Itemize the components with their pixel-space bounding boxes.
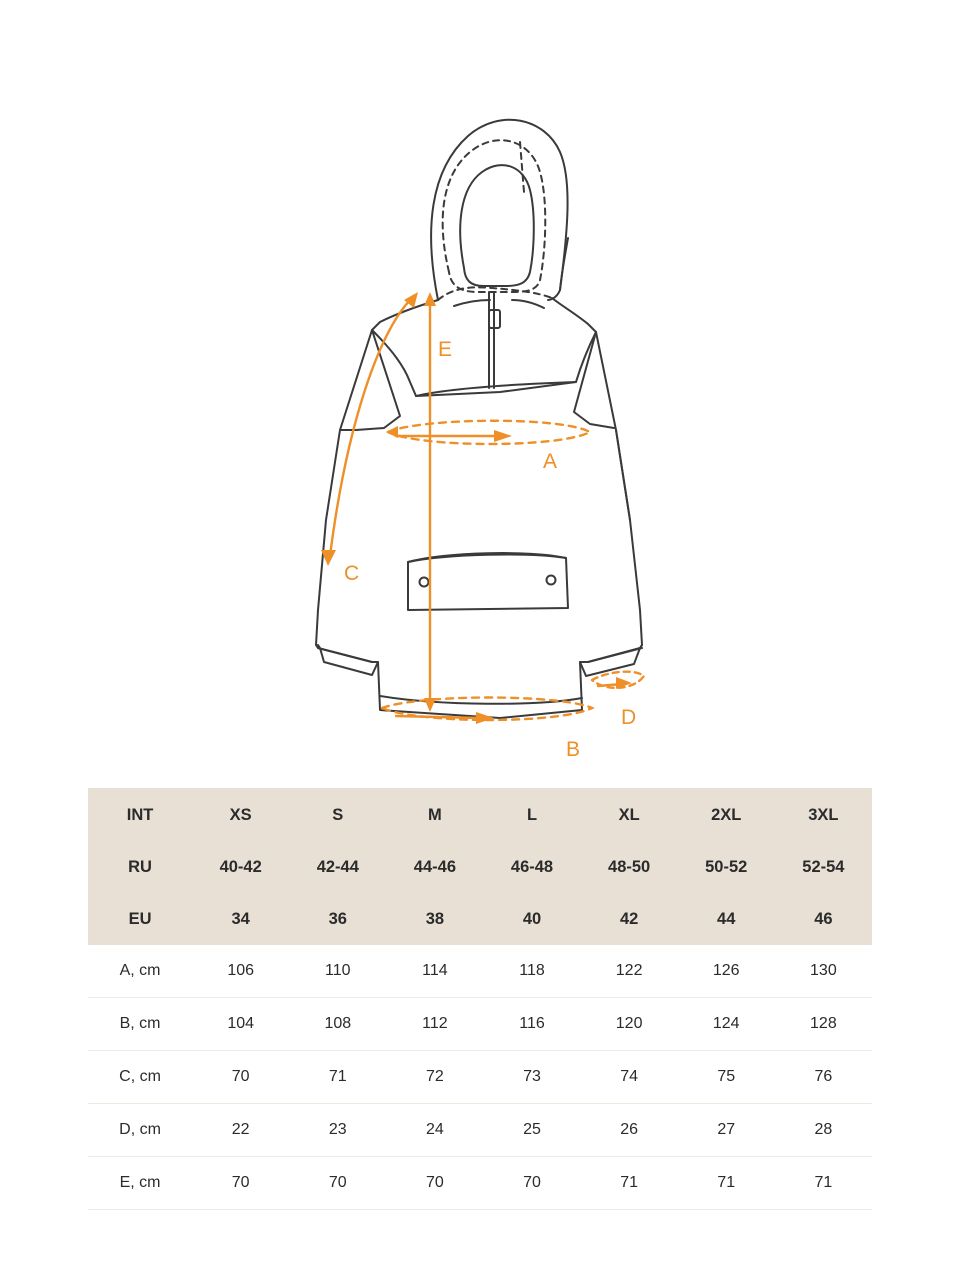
cell-c-s: 71	[289, 1051, 386, 1104]
cell-e-3xl: 71	[775, 1157, 872, 1210]
measure-label-e: E	[438, 338, 453, 361]
table-header-row-ru	[88, 841, 872, 893]
cell-b-xl: 120	[581, 998, 678, 1051]
eu-cell-l: 40	[483, 893, 580, 945]
table-header-row-eu	[88, 893, 872, 945]
size-chart	[88, 788, 872, 1210]
row-label-eu: EU	[88, 893, 192, 945]
cell-b-l: 116	[483, 998, 580, 1051]
ru-cell-xl: 48-50	[581, 841, 678, 893]
eu-cell-xl: 42	[581, 893, 678, 945]
cell-e-xl: 71	[581, 1157, 678, 1210]
cell-d-l: 25	[483, 1104, 580, 1157]
row-label-b: B, cm	[88, 998, 192, 1051]
eu-cell-s: 36	[289, 893, 386, 945]
size-chart-table	[88, 788, 872, 1210]
cell-e-xs: 70	[192, 1157, 289, 1210]
header-cell-2xl: 2XL	[678, 788, 775, 841]
cell-d-2xl: 27	[678, 1104, 775, 1157]
ru-cell-3xl: 52-54	[775, 841, 872, 893]
row-label-d: D, cm	[88, 1104, 192, 1157]
cell-c-xs: 70	[192, 1051, 289, 1104]
cell-a-2xl: 126	[678, 945, 775, 998]
row-label-a: A, cm	[88, 945, 192, 998]
header-cell-3xl: 3XL	[775, 788, 872, 841]
table-row	[88, 1051, 872, 1104]
cell-b-2xl: 124	[678, 998, 775, 1051]
cell-a-xs: 106	[192, 945, 289, 998]
cell-e-s: 70	[289, 1157, 386, 1210]
cell-c-2xl: 75	[678, 1051, 775, 1104]
cell-e-l: 70	[483, 1157, 580, 1210]
table-row	[88, 1104, 872, 1157]
measure-label-b: B	[566, 738, 581, 761]
cell-d-xs: 22	[192, 1104, 289, 1157]
row-label-int: INT	[88, 788, 192, 841]
measure-line-c	[330, 296, 414, 556]
header-cell-s: S	[289, 788, 386, 841]
ru-cell-xs: 40-42	[192, 841, 289, 893]
cell-e-2xl: 71	[678, 1157, 775, 1210]
cell-a-s: 110	[289, 945, 386, 998]
eu-cell-m: 38	[386, 893, 483, 945]
cell-d-xl: 26	[581, 1104, 678, 1157]
cell-b-3xl: 128	[775, 998, 872, 1051]
table-header-row-int	[88, 788, 872, 841]
cell-a-m: 114	[386, 945, 483, 998]
cell-d-3xl: 28	[775, 1104, 872, 1157]
table-row	[88, 998, 872, 1051]
header-cell-m: M	[386, 788, 483, 841]
cell-c-m: 72	[386, 1051, 483, 1104]
table-row	[88, 1157, 872, 1210]
cell-b-xs: 104	[192, 998, 289, 1051]
cell-d-m: 24	[386, 1104, 483, 1157]
eu-cell-xs: 34	[192, 893, 289, 945]
cell-a-xl: 122	[581, 945, 678, 998]
cell-c-xl: 74	[581, 1051, 678, 1104]
row-label-e: E, cm	[88, 1157, 192, 1210]
row-label-c: C, cm	[88, 1051, 192, 1104]
eu-cell-2xl: 44	[678, 893, 775, 945]
cell-c-l: 73	[483, 1051, 580, 1104]
measure-label-a: A	[543, 450, 558, 473]
ru-cell-l: 46-48	[483, 841, 580, 893]
row-label-ru: RU	[88, 841, 192, 893]
measure-line-a	[388, 421, 590, 444]
header-cell-xl: XL	[581, 788, 678, 841]
ru-cell-m: 44-46	[386, 841, 483, 893]
cell-d-s: 23	[289, 1104, 386, 1157]
cell-b-s: 108	[289, 998, 386, 1051]
eu-cell-3xl: 46	[775, 893, 872, 945]
cell-a-3xl: 130	[775, 945, 872, 998]
cell-b-m: 112	[386, 998, 483, 1051]
measure-label-c: C	[344, 562, 360, 585]
measure-label-d: D	[621, 706, 637, 729]
ru-cell-2xl: 50-52	[678, 841, 775, 893]
ru-cell-s: 42-44	[289, 841, 386, 893]
cell-e-m: 70	[386, 1157, 483, 1210]
cell-c-3xl: 76	[775, 1051, 872, 1104]
cell-a-l: 118	[483, 945, 580, 998]
table-row	[88, 945, 872, 998]
header-cell-l: L	[483, 788, 580, 841]
header-cell-xs: XS	[192, 788, 289, 841]
